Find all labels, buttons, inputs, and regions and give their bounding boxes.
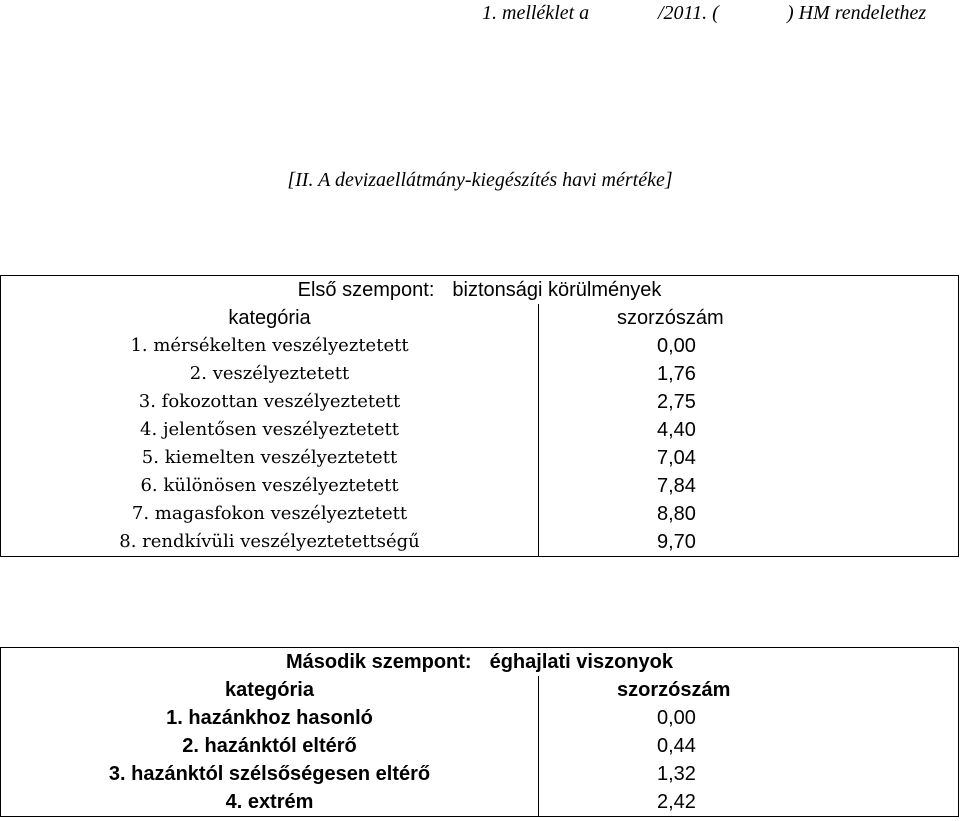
multiplier-cell: 2,75 [539, 388, 959, 416]
table-row [1, 444, 959, 472]
header-decree-label: ) HM rendelethez [787, 2, 927, 24]
header-year-label: /2011. ( [658, 2, 719, 24]
multiplier-cell: 8,80 [539, 500, 959, 528]
category-cell: 3. hazánktól szélsőségesen eltérő [1, 760, 539, 788]
criterion-label: Második szempont: [286, 651, 472, 673]
column-header-row [1, 304, 959, 332]
column-header-row [1, 676, 959, 704]
table-row [1, 332, 959, 360]
column-header-category: kategória [1, 304, 539, 332]
table-row [1, 528, 959, 557]
category-cell: 4. extrém [1, 788, 539, 817]
table-row [1, 788, 959, 817]
multiplier-cell: 4,40 [539, 416, 959, 444]
table-row [1, 472, 959, 500]
climate-multiplier-table [0, 647, 959, 817]
table-row [1, 416, 959, 444]
security-multiplier-table [0, 275, 959, 557]
category-cell: 2. hazánktól eltérő [1, 732, 539, 760]
header-annex-label: 1. melléklet a [482, 2, 590, 24]
table-row [1, 360, 959, 388]
multiplier-cell: 0,00 [539, 704, 959, 732]
category-cell: 3. fokozottan veszélyeztetett [1, 388, 539, 416]
criterion-value: biztonsági körülmények [452, 279, 662, 301]
table-row [1, 500, 959, 528]
regulation-reference-header [482, 0, 960, 30]
category-cell: 6. különösen veszélyeztetett [1, 472, 539, 500]
criterion-row [1, 276, 959, 305]
table-row [1, 760, 959, 788]
table-row [1, 388, 959, 416]
multiplier-cell: 1,76 [539, 360, 959, 388]
table-row [1, 732, 959, 760]
category-cell: 4. jelentősen veszélyeztetett [1, 416, 539, 444]
multiplier-cell: 2,42 [539, 788, 959, 817]
column-header-category: kategória [1, 676, 539, 704]
category-cell: 8. rendkívüli veszélyeztetettségű [1, 528, 539, 557]
multiplier-cell: 9,70 [539, 528, 959, 557]
criterion-label: Első szempont: [297, 279, 435, 301]
category-cell: 1. hazánkhoz hasonló [1, 704, 539, 732]
multiplier-cell: 1,32 [539, 760, 959, 788]
criterion-value: éghajlati viszonyok [489, 651, 673, 673]
criterion-row [1, 648, 959, 677]
category-cell: 7. magasfokon veszélyeztetett [1, 500, 539, 528]
category-cell: 2. veszélyeztetett [1, 360, 539, 388]
category-cell: 5. kiemelten veszélyeztetett [1, 444, 539, 472]
column-header-multiplier: szorzószám [539, 676, 959, 704]
multiplier-cell: 7,84 [539, 472, 959, 500]
multiplier-cell: 0,44 [539, 732, 959, 760]
multiplier-cell: 0,00 [539, 332, 959, 360]
multiplier-cell: 7,04 [539, 444, 959, 472]
column-header-multiplier: szorzószám [539, 304, 959, 332]
criterion-cell [1, 648, 959, 677]
section-title: [II. A devizaellátmány-kiegészítés havi mértéke] [287, 169, 673, 191]
category-cell: 1. mérsékelten veszélyeztetett [1, 332, 539, 360]
criterion-cell [1, 276, 959, 305]
table-row [1, 704, 959, 732]
